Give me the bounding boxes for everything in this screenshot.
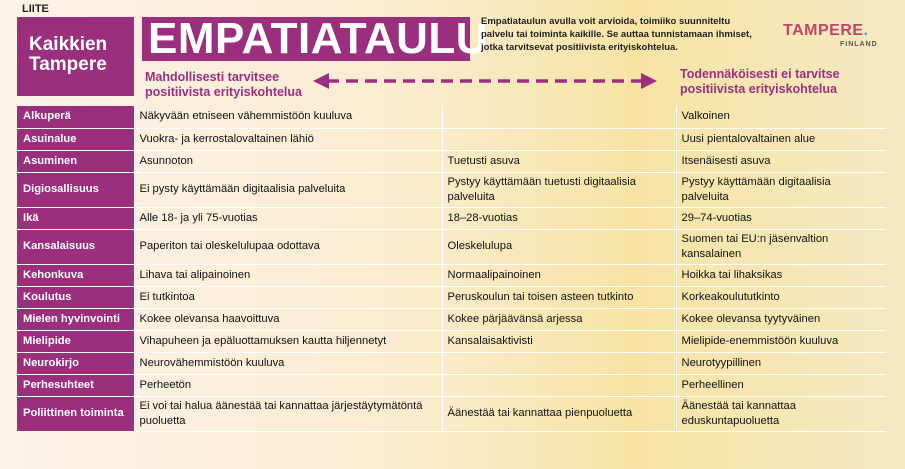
table-row — [17, 150, 886, 172]
finland-label: FINLAND — [840, 41, 878, 48]
cell-needs-support: Vihapuheen ja epäluottamuksen kautta hiljennetyt — [134, 330, 442, 352]
row-label: Koulutus — [17, 286, 134, 308]
cell-no-support: Äänestää tai kannattaa eduskuntapuoluetta — [676, 396, 886, 431]
table-row — [17, 396, 886, 431]
row-label: Ikä — [17, 207, 134, 229]
cell-needs-support: Lihava tai alipainoinen — [134, 264, 442, 286]
description-text: Empatiataulun avulla voit arvioida, toimiiko suunniteltu palvelu tai toiminta kaikille. Se auttaa tunnistamaan ihmiset, jotka tarvitsevat positiivista erityiskohtelua. — [481, 16, 752, 53]
row-label: Mielipide — [17, 330, 134, 352]
scale-left-heading — [145, 70, 302, 100]
cell-no-support: Hoikka tai lihaksikas — [676, 264, 886, 286]
cell-needs-support: Ei pysty käyttämään digitaalisia palveluita — [134, 172, 442, 207]
table-row — [17, 330, 886, 352]
cell-intermediate — [442, 106, 676, 128]
logo-line-2: Tampere — [29, 54, 107, 75]
row-label: Alkuperä — [17, 106, 134, 128]
table-row — [17, 286, 886, 308]
cell-no-support: Uusi pientalovaltainen alue — [676, 128, 886, 150]
cell-intermediate: Äänestää tai kannattaa pienpuoluetta — [442, 396, 676, 431]
cell-intermediate: Kansalaisaktivisti — [442, 330, 676, 352]
row-label: Poliittinen toiminta — [17, 396, 134, 431]
table-row — [17, 207, 886, 229]
cell-no-support: Suomen tai EU:n jäsenvaltion kansalainen — [676, 229, 886, 264]
row-label: Mielen hyvinvointi — [17, 308, 134, 330]
double-arrow-icon — [313, 70, 657, 92]
cell-needs-support: Ei voi tai halua äänestää tai kannattaa järjestäytymätöntä puoluetta — [134, 396, 442, 431]
cell-intermediate: Tuetusti asuva — [442, 150, 676, 172]
row-label: Neurokirjo — [17, 352, 134, 374]
cell-intermediate — [442, 374, 676, 396]
cell-intermediate: Pystyy käyttämään tuetusti digitaalisia palveluita — [442, 172, 676, 207]
scale-right-heading — [680, 67, 840, 97]
scale-left-line-1: Mahdollisesti tarvitsee — [145, 70, 280, 84]
table-row — [17, 264, 886, 286]
row-label: Kansalaisuus — [17, 229, 134, 264]
table-row — [17, 172, 886, 207]
scale-right-line-1: Todennäköisesti ei tarvitse — [680, 67, 840, 81]
row-label: Digiosallisuus — [17, 172, 134, 207]
cell-no-support: Kokee olevansa tyytyväinen — [676, 308, 886, 330]
kaikkien-tampere-logo — [17, 17, 134, 96]
cell-intermediate: 18–28-vuotias — [442, 207, 676, 229]
row-label: Asuinalue — [17, 128, 134, 150]
cell-intermediate — [442, 352, 676, 374]
cell-no-support: Valkoinen — [676, 106, 886, 128]
tampere-logo-dot: . — [863, 22, 869, 39]
scale-left-line-2: positiivista erityiskohtelua — [145, 85, 302, 99]
cell-needs-support: Vuokra- ja kerrostalovaltainen lähiö — [134, 128, 442, 150]
cell-needs-support: Kokee olevansa haavoittuva — [134, 308, 442, 330]
tampere-logo-text: TAMPERE — [783, 22, 864, 39]
empathy-table — [17, 106, 886, 432]
row-label: Perhesuhteet — [17, 374, 134, 396]
cell-no-support: 29–74-vuotias — [676, 207, 886, 229]
table-row — [17, 229, 886, 264]
cell-intermediate: Peruskoulun tai toisen asteen tutkinto — [442, 286, 676, 308]
cell-needs-support: Perheetön — [134, 374, 442, 396]
cell-no-support: Perheellinen — [676, 374, 886, 396]
cell-intermediate: Oleskelulupa — [442, 229, 676, 264]
cell-intermediate: Kokee pärjäävänsä arjessa — [442, 308, 676, 330]
table-row — [17, 106, 886, 128]
row-label: Asuminen — [17, 150, 134, 172]
table-row — [17, 352, 886, 374]
cell-needs-support: Ei tutkintoa — [134, 286, 442, 308]
scale-right-line-2: positiivista erityiskohtelua — [680, 82, 837, 96]
cell-no-support: Neurotyypillinen — [676, 352, 886, 374]
row-label: Kehonkuva — [17, 264, 134, 286]
appendix-label: LIITE — [22, 3, 49, 15]
tampere-logo — [783, 22, 869, 40]
cell-no-support: Korkeakoulututkinto — [676, 286, 886, 308]
cell-needs-support: Paperiton tai oleskelulupaa odottava — [134, 229, 442, 264]
cell-intermediate: Normaalipainoinen — [442, 264, 676, 286]
cell-no-support: Pystyy käyttämään digitaalisia palveluita — [676, 172, 886, 207]
title-banner — [142, 14, 489, 63]
cell-no-support: Mielipide-enemmistöön kuuluva — [676, 330, 886, 352]
cell-needs-support: Asunnoton — [134, 150, 442, 172]
logo-line-1: Kaikkien — [29, 34, 108, 55]
page-title: EMPATIATAULU — [148, 14, 489, 63]
cell-no-support: Itsenäisesti asuva — [676, 150, 886, 172]
cell-needs-support: Alle 18- ja yli 75-vuotias — [134, 207, 442, 229]
cell-needs-support: Näkyvään etniseen vähemmistöön kuuluva — [134, 106, 442, 128]
table-row — [17, 308, 886, 330]
cell-needs-support: Neurovähemmistöön kuuluva — [134, 352, 442, 374]
table-row — [17, 128, 886, 150]
table-row — [17, 374, 886, 396]
cell-intermediate — [442, 128, 676, 150]
